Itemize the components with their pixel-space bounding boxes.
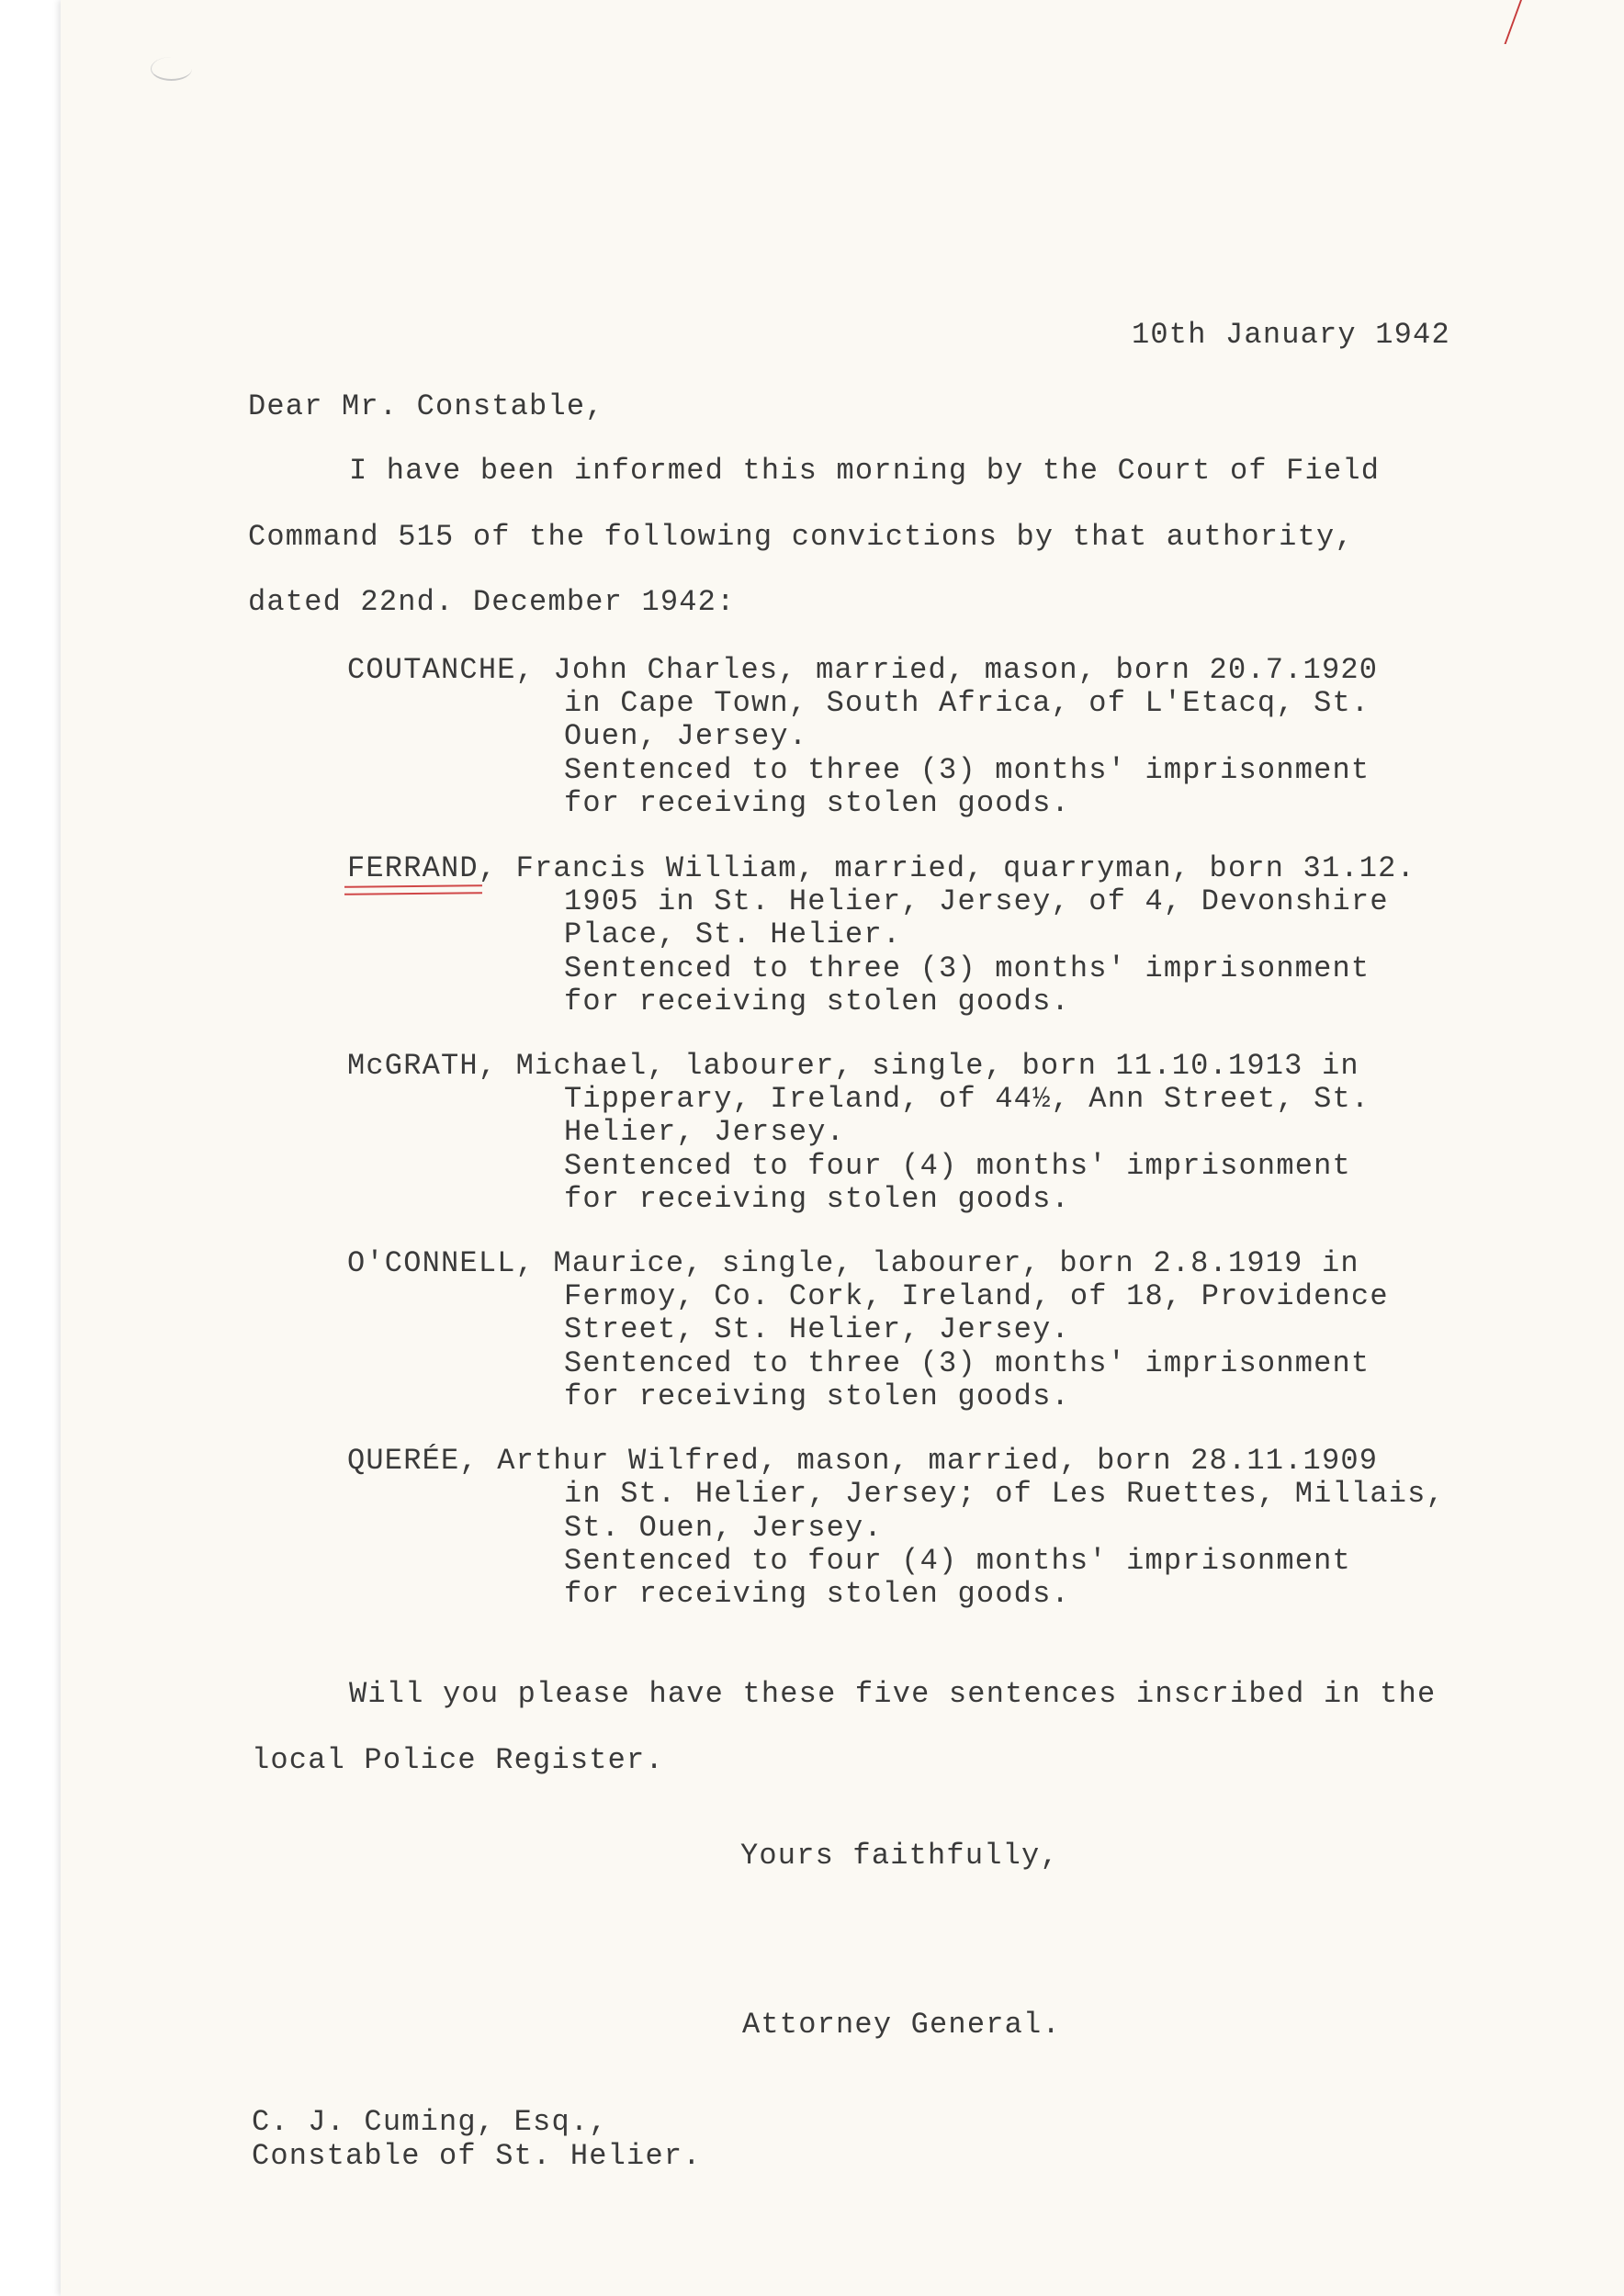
intro-line: Command 515 of the following convictions by that authority, [248, 520, 1354, 554]
conviction-line: for receiving stolen goods. [564, 1379, 1070, 1413]
punch-hole-mark [151, 57, 192, 81]
conviction-line: Sentenced to three (3) months' imprisonment [564, 951, 1370, 985]
conviction-line: Place, St. Helier. [564, 917, 902, 951]
conviction-line: Sentenced to three (3) months' imprisonment [564, 753, 1370, 787]
intro-line: dated 22nd. December 1942: [248, 585, 736, 619]
conviction-line: Tipperary, Ireland, of 44½, Ann Street, St. [564, 1082, 1370, 1116]
conviction-line: for receiving stolen goods. [564, 786, 1070, 820]
addressee-line: Constable of St. Helier. [252, 2139, 702, 2173]
conviction-line: Helier, Jersey. [564, 1115, 846, 1149]
conviction-line: St. Ouen, Jersey. [564, 1511, 883, 1545]
conviction-line: Sentenced to four (4) months' imprisonment [564, 1544, 1351, 1578]
conviction-line: in St. Helier, Jersey; of Les Ruettes, Millais, [564, 1477, 1445, 1511]
letter-date: 10th January 1942 [1132, 318, 1450, 352]
conviction-line: McGRATH, Michael, labourer, single, born 11.10.1913 in [347, 1049, 1359, 1083]
closing-line: Will you please have these five sentences inscribed in the [349, 1677, 1437, 1711]
conviction-line: for receiving stolen goods. [564, 1182, 1070, 1216]
valediction: Yours faithfully, [740, 1839, 1059, 1873]
intro-line: I have been informed this morning by the Court of Field [349, 454, 1381, 488]
red-underline-mark [344, 884, 482, 895]
conviction-line: for receiving stolen goods. [564, 985, 1070, 1019]
closing-line: local Police Register. [252, 1743, 664, 1777]
conviction-line: COUTANCHE, John Charles, married, mason, born 20.7.1920 [347, 653, 1379, 687]
conviction-line: QUERÉE, Arthur Wilfred, mason, married, born 28.11.1909 [347, 1444, 1379, 1478]
addressee-line: C. J. Cuming, Esq., [252, 2105, 608, 2139]
conviction-line: Sentenced to four (4) months' imprisonment [564, 1149, 1351, 1183]
conviction-line: Ouen, Jersey. [564, 719, 808, 753]
conviction-line: in Cape Town, South Africa, of L'Etacq, St. [564, 686, 1370, 720]
conviction-line: for receiving stolen goods. [564, 1577, 1070, 1611]
salutation: Dear Mr. Constable, [248, 389, 604, 423]
conviction-line: Sentenced to three (3) months' imprisonment [564, 1346, 1370, 1380]
signatory: Attorney General. [742, 2008, 1061, 2042]
scan-border [0, 0, 61, 2296]
conviction-line: FERRAND, Francis William, married, quarryman, born 31.12. [347, 851, 1415, 885]
conviction-line: O'CONNELL, Maurice, single, labourer, born 2.8.1919 in [347, 1246, 1359, 1280]
conviction-line: 1905 in St. Helier, Jersey, of 4, Devonshire [564, 884, 1389, 918]
conviction-line: Fermoy, Co. Cork, Ireland, of 18, Providence [564, 1279, 1389, 1313]
conviction-line: Street, St. Helier, Jersey. [564, 1312, 1070, 1346]
